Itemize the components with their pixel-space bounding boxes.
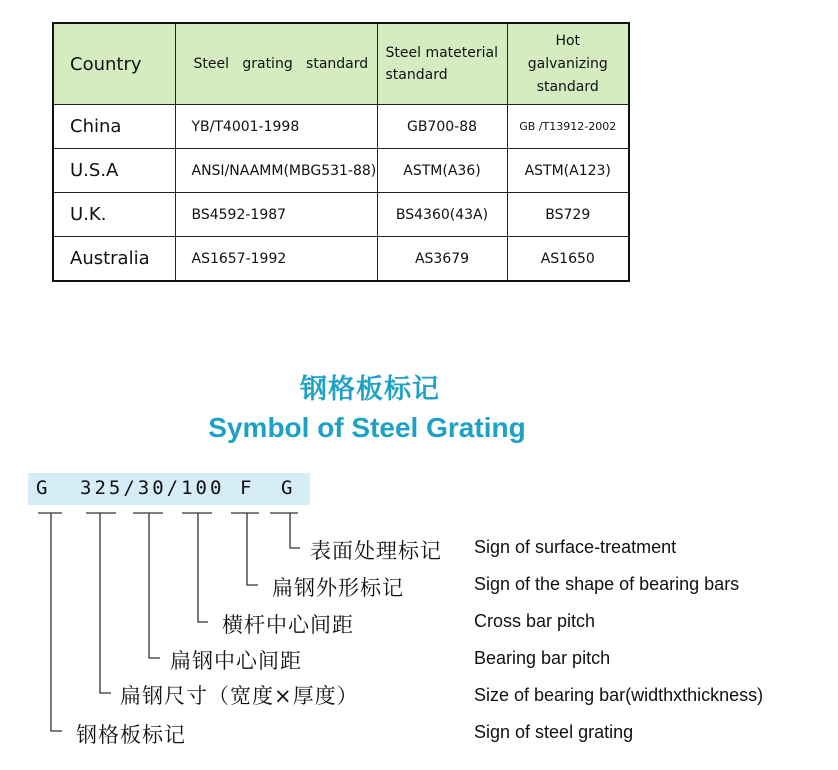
legend-en-bearing-bar-pitch: Bearing bar pitch: [474, 648, 611, 668]
cell-country: Australia: [53, 237, 175, 282]
cell-galvanizing: AS1650: [507, 237, 629, 282]
legend-en-bar-size: Size of bearing bar(widthxthickness): [474, 685, 764, 705]
heading-chinese: 钢格板标记: [300, 374, 440, 405]
legend-cn-cross-bar-pitch: 横杆中心间距: [222, 613, 354, 637]
code-part-dimensions: 325/30/100: [80, 477, 225, 499]
legend-en-surface-treatment: Sign of surface-treatment: [474, 537, 677, 557]
cell-material: AS3679: [377, 237, 507, 282]
header-galv-line3: standard: [536, 78, 599, 95]
header-material-line2: standard: [385, 67, 448, 83]
cell-galvanizing: GB /T13912-2002: [507, 105, 629, 149]
header-grating-standard: Steel grating standard: [175, 23, 377, 105]
legend-cn-bearing-bar-pitch: 扁钢中心间距: [170, 649, 302, 673]
header-material-line1: Steel mateterial: [385, 45, 498, 61]
legend-cn-bar-size: 扁钢尺寸（宽度×厚度）: [120, 684, 359, 708]
cell-grating: YB/T4001-1998: [175, 105, 377, 149]
legend-cn-surface-treatment: 表面处理标记: [310, 539, 442, 563]
cell-grating: BS4592-1987: [175, 193, 377, 237]
code-part-shape-sign: F: [240, 477, 255, 499]
header-country: Country: [53, 23, 175, 105]
code-part-grating-sign: G: [36, 477, 51, 499]
header-galv-line2: galvanizing: [527, 55, 608, 72]
cell-country: China: [53, 105, 175, 149]
cell-galvanizing: BS729: [507, 193, 629, 237]
legend-cn-bar-shape: 扁钢外形标记: [272, 576, 404, 600]
cell-material: ASTM(A36): [377, 149, 507, 193]
legend-en-grating-sign: Sign of steel grating: [474, 722, 634, 742]
cell-country: U.K.: [53, 193, 175, 237]
cell-grating: ANSI/NAAMM(MBG531-88): [175, 149, 377, 193]
cell-grating: AS1657-1992: [175, 237, 377, 282]
legend-cn-grating-sign: 钢格板标记: [76, 723, 186, 747]
cell-country: U.S.A: [53, 149, 175, 193]
heading-english: Symbol of Steel Grating: [208, 412, 526, 443]
cell-material: GB700-88: [377, 105, 507, 149]
cell-material: BS4360(43A): [377, 193, 507, 237]
header-galv-line1: Hot: [555, 32, 581, 49]
legend-en-cross-bar-pitch: Cross bar pitch: [474, 611, 596, 631]
cell-galvanizing: ASTM(A123): [507, 149, 629, 193]
legend-en-bar-shape: Sign of the shape of bearing bars: [474, 574, 740, 594]
code-part-treatment-sign: G: [281, 477, 296, 499]
